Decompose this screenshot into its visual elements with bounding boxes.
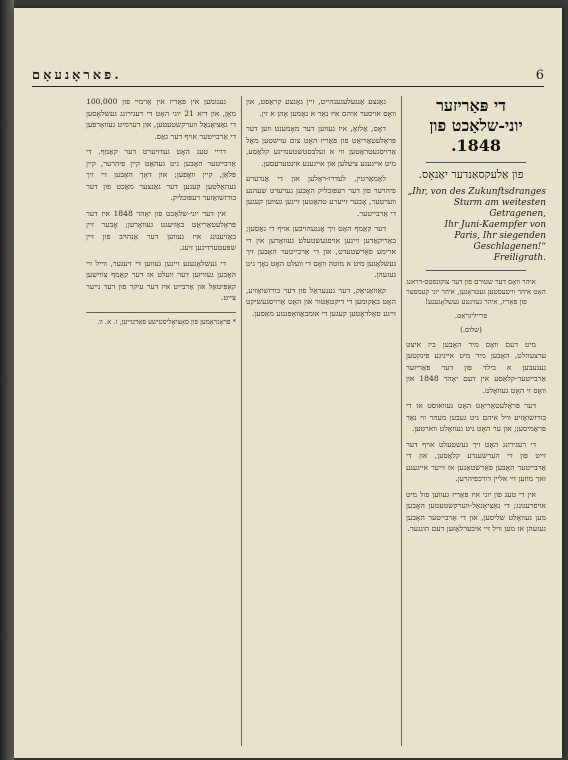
paragraph: קאַוואַניאַק, דער גענעראַל פון דער בורזשואַזיע, האָט באַקומען די דיקטאַטור און האָט אַרויסגעשיקט זיינע סאָלדאַטען קעגען די אומבאַוואָפנטע מאַסען. (246, 285, 396, 318)
book-binding (0, 0, 14, 760)
german-epigraph (406, 187, 546, 264)
publication-title: פאראָנעאָם. (32, 68, 122, 83)
page-header (32, 64, 544, 87)
epigraph-line: Geschlagenen!“ (473, 241, 546, 252)
epigraph-line: Getragenen, (489, 208, 546, 219)
epigraph-source: Freiligrath. (493, 252, 546, 263)
epigraph-line: „Ihr, von des Zukunftsdranges (407, 186, 546, 197)
paragraph: דריי טעג האָט געדויערט דער קאַמף. די אַרבייטער האָבען ניט געהאַט קיין פיהרער, קיין פּלאַן, קיין וואָפען; און דאָך האָבען זיי זיך געהאַלטען קעגען דער גאַנצער מאַכט פון דער בורזשואַזער רעפּובליק. (86, 147, 236, 202)
paragraph: דער קאַמף האָט זיך אָנגעהויבען אויף די גאַסען; באַריקאַדען זיינען אויפגעשטעלט געוואָרען אין די ארימע פאָרשטעדט, און די אַרבייטער האָבען זיך געשלאָגען מיט א מוטה וואָס די וועלט האָט נאָך ניט געזעהן. (246, 224, 396, 279)
paragraph: דאָס, אַלזאָ, איז געווען דער מאָמענט ווען דער פּראָלעטאַריאַט פון פּאַריז האָט צום ערשטען מאָל אַרויסגעטראָטען ווי א זעלבסטשטענדיגע קלאַסע, מיט אייגענע ציעלען און אייגענע אינטערעסען. (246, 124, 396, 168)
paragraph: מיט דעם וואָס מיר האָבען ביז איצט ערצעהלט, האָבען מיר מיט אייניגע פּינקטען געגעבען א בילד פון דער פּאַריזער אַרבייטער-קלאַסע אין דעם יאָהר 1848 און וואָס זי האָט געוואָלט. (406, 339, 546, 395)
yiddish-epigraph-source: פרייליגראַט. (454, 311, 488, 320)
column-rule (401, 96, 402, 746)
article-title: די פּאַריזער יוני-שלאַכט פון 1848. (429, 96, 523, 155)
paragraph: די געשלאָגענע זיינען געווען די זיעגער, ווייל זיי האָבען געוויזען דער וועלט אז דער קאַמף צווישען קאַפּיטאַל און אַרבייט איז דער עיקר פון דער נייער צייט. (86, 258, 236, 302)
column-middle (246, 96, 396, 746)
epigraph-line: Paris, Ihr siegenden (454, 230, 546, 241)
paragraph: אין דער יוני-שלאַכט פון יאָהר 1848 איז דער פּראָלעטאַריאַט באַזיעגט געוואָרען; אָבער זיין באַזיעגונג איז געווען דער אָנהויב פון זיין שפּעטערדיגען זיעג. (86, 208, 236, 252)
column-right (406, 96, 546, 746)
divider (426, 162, 526, 163)
article-author: פון אַלעקסאַנדער יאַנאָס. (418, 168, 524, 181)
column-left (86, 96, 236, 746)
page-number: 6 (535, 67, 544, 83)
divider (426, 270, 526, 271)
section-mark: (שלוס.) (460, 325, 482, 334)
paragraph: אין די טעג פון יוני איז פּאַריז געווען פול מיט אויפרעגונג; די נאַציאָנאַל-ווערקשטעטען האָבען מען געוואָלט שליסען, און די אַרבייטער האָבען געזעהן אז מען וויל זיי איבערלאָזען דעם הונגער. (406, 489, 546, 533)
epigraph-line: Ihr Juni-Kaempfer von (444, 219, 546, 230)
paragraph: דער פּראָלעטאַריאַט האָט געוואוסט אז די בורזשואַזיע וויל איהם ניט געבען מעהר ווי נאַר פּראָמיסען; און ער האָט ניט געוואָלט ווארטען. (406, 401, 546, 433)
newspaper-page (14, 8, 562, 758)
paragraph: די רעגירונג האָט זיך געשטעלט אויף דער זייט פון די הערשענדע קלאַסען, און די אַרבייטער האָבען פאַרשטאַנען אז זייער אייגענע זאך מוזען זיי אליין דורכפיהרען. (406, 439, 546, 483)
footnote: * פּראָגראַמען פון סאָציאַליסטישע פּאַרטייען, ז. א. וו. (86, 312, 236, 327)
paragraph: לאַמאַרטין, לעדרו-ראָלען און די אַנדערע פיהרער פון דער רעפּובליק האָבען גערעדט שעהנע ווערטער, אָבער זייערע טהאַטען זיינען געווען קעגען די אַרבייטער. (246, 174, 396, 218)
yiddish-epigraph: איהר וואָס דער שטורם פון דער צוקונפטס-דראנג האָט איהר וויטעסטען געטראָגען, איהר יוני קעמפער פון פּאַריז, איהר געזיגטע געשלאָגענע! (406, 277, 546, 306)
column-rule (241, 96, 242, 746)
paragraph: גאַנצע אַנגעלעגענהייט, זיין גאַנצע קראַפט, און וואָס אויסער איהם איז נאַר א נאָמען אָהן א זין. (246, 97, 396, 118)
paragraph: גענומען אין פּאַריז אין אַרמיי פון 100,000 מאַן, און דיא 21 יוני האָט די רעגירונג געשלאָסען די נאַציאָנאַל ווערקשטעטען, און דערמיט געוואָרפען די אַרבייטער אויף דער גאַס. (86, 97, 236, 141)
epigraph-line: Sturm am weitesten (453, 197, 546, 208)
